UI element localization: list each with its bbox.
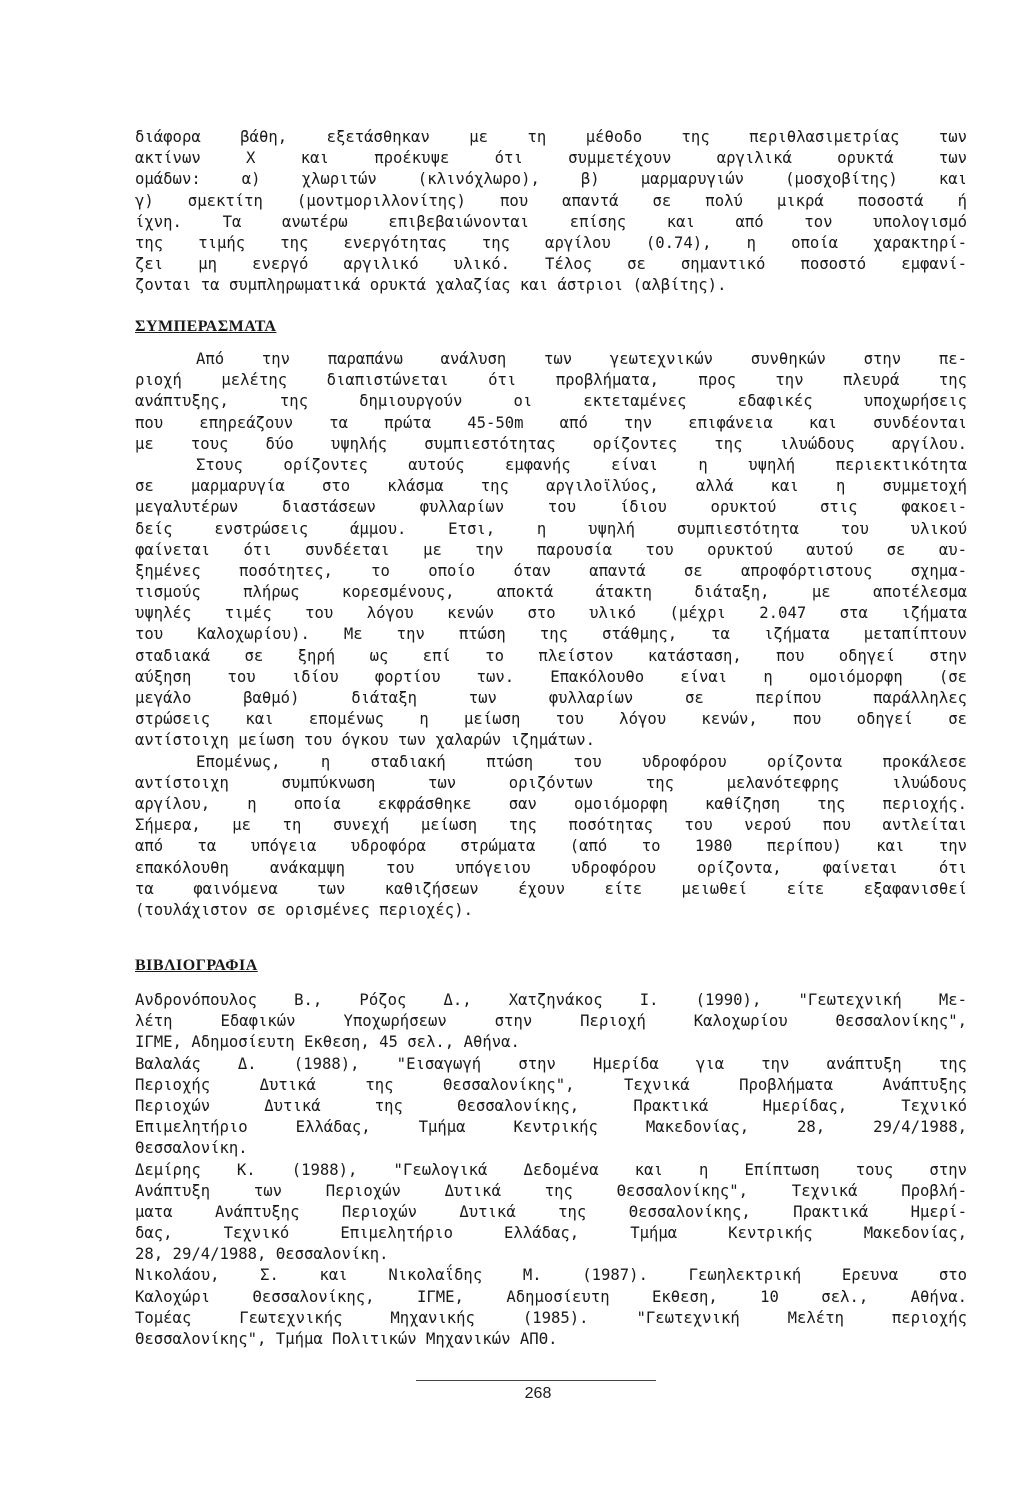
reference-line: Καλοχώρι Θεσσαλονίκης, ΙΓΜΕ, Αδημοσίευτη Εκθεση, 10 σελ., Αθήνα. — [135, 1287, 967, 1306]
text-line: με τους δύο υψηλής συμπιεστότητας ορίζοντες της ιλυώδους αργίλου. — [135, 434, 967, 453]
text-line: αντίστοιχη συμπύκνωση των οριζόντων της μελανότεφρης ιλυώδους — [135, 773, 967, 792]
text-line: ριοχή μελέτης διαπιστώνεται ότι προβλήματα, προς την πλευρά της — [135, 371, 967, 390]
page-number: 268 — [524, 1385, 552, 1402]
text-line: από τα υπόγεια υδροφόρα στρώματα (από το 1980 περίπου) και την — [135, 837, 967, 856]
footer-divider — [416, 1380, 656, 1381]
text-line: ζονται τα συμπληρωματικά ορυκτά χαλαζίας και άστριοι (αλβίτης). — [135, 276, 727, 295]
text-line: ανάπτυξης, της δημιουργούν οι εκτεταμένες εδαφικές υποχωρήσεις — [135, 392, 967, 411]
text-line: υψηλές τιμές του λόγου κενών στο υλικό (μέχρι 2.047 στα ιζήματα — [135, 604, 967, 623]
text-line: Από την παραπάνω ανάλυση των γεωτεχνικών συνθηκών στην πε- — [196, 350, 967, 368]
text-line: αργίλου, η οποία εκφράσθηκε σαν ομοιόμορφη καθίζηση της περιοχής. — [135, 794, 967, 813]
text-line: ίχνη. Τα ανωτέρω επιβεβαιώνονται επίσης και από τον υπολογισμό — [135, 212, 967, 231]
bibliography-heading: ΒΙΒΛΙΟΓΡΑΦΙΑ — [135, 957, 258, 974]
reference-line: Τομέας Γεωτεχνικής Μηχανικής (1985). "Γεωτεχνική Μελέτη περιοχής — [135, 1308, 967, 1327]
reference-line: Περιοχών Δυτικά της Θεσσαλονίκης, Πρακτικά Ημερίδας, Τεχνικό — [135, 1096, 967, 1115]
text-line: δείς ενστρώσεις άμμου. Ετσι, η υψηλή συμπιεστότητα του υλικού — [135, 519, 967, 538]
text-line: διάφορα βάθη, εξετάσθηκαν με τη μέθοδο της περιθλασιμετρίας των — [135, 128, 967, 146]
reference-line: Θεσσαλονίκης", Τμήμα Πολιτικών Μηχανικών ΑΠΘ. — [135, 1330, 558, 1348]
text-line: ζει μη ενεργό αργιλικό υλικό. Τέλος σε σημαντικό ποσοστό εμφανί- — [135, 255, 967, 274]
text-line: ακτίνων X και προέκυψε ότι συμμετέχουν αργιλικά ορυκτά των — [135, 149, 967, 168]
text-line: Επομένως, η σταδιακή πτώση του υδροφόρου ορίζοντα προκάλεσε — [196, 752, 967, 771]
reference-line: Ανάπτυξη των Περιοχών Δυτικά της Θεσσαλονίκης", Τεχνικά Προβλή- — [135, 1181, 967, 1200]
text-line: Σήμερα, με τη συνεχή μείωση της ποσότητας του νερού που αντλείται — [135, 816, 967, 835]
text-line: αντίστοιχη μείωση του όγκου των χαλαρών ιζημάτων. — [135, 731, 596, 750]
bibliography-list — [135, 990, 967, 1350]
text-line: σε μαρμαρυγία στο κλάσμα της αργιλοϊλύος, αλλά και η συμμετοχή — [135, 477, 967, 496]
text-line: σταδιακά σε ξηρή ως επί το πλείστον κατάσταση, που οδηγεί στην — [135, 646, 967, 665]
conclusions-paragraph — [135, 349, 967, 921]
text-line: ξημένες ποσότητες, το οποίο όταν απαντά σε απροφόρτιστους σχημα- — [135, 561, 967, 580]
text-line: μεγαλυτέρων διαστάσεων φυλλαρίων του ίδιου ορυκτού στις φακοει- — [135, 498, 967, 517]
reference-line: λέτη Εδαφικών Υποχωρήσεων στην Περιοχή Καλοχωρίου Θεσσαλονίκης", — [135, 1012, 967, 1031]
reference-line: Θεσσαλονίκη. — [135, 1139, 248, 1158]
text-line: επακόλουθη ανάκαμψη του υπόγειου υδροφόρου ορίζοντα, φαίνεται ότι — [135, 858, 967, 877]
reference-line: ΙΓΜΕ, Αδημοσίευτη Εκθεση, 45 σελ., Αθήνα. — [135, 1033, 520, 1052]
intro-paragraph — [135, 127, 967, 297]
text-line: φαίνεται ότι συνδέεται με την παρουσία του ορυκτού αυτού σε αυ- — [135, 540, 967, 559]
reference-line: Νικολάου, Σ. και Νικολαΐδης Μ. (1987). Γεωηλεκτρική Ερευνα στο — [135, 1266, 967, 1285]
text-line: αύξηση του ιδίου φορτίου των. Επακόλουθο είναι η ομοιόμορφη (σε — [135, 667, 967, 686]
text-line: μεγάλο βαθμό) διάταξη των φυλλαρίων σε περίπου παράλληλες — [135, 689, 967, 707]
text-line: Στους ορίζοντες αυτούς εμφανής είναι η υψηλή περιεκτικότητα — [196, 455, 967, 474]
reference-line: δας, Τεχνικό Επιμελητήριο Ελλάδας, Τμήμα Κεντρικής Μακεδονίας, — [135, 1224, 967, 1243]
reference-line: ματα Ανάπτυξης Περιοχών Δυτικά της Θεσσαλονίκης, Πρακτικά Ημερί- — [135, 1202, 967, 1221]
reference-line: 28, 29/4/1988, Θεσσαλονίκη. — [135, 1245, 389, 1264]
reference-line: Βαλαλάς Δ. (1988), "Εισαγωγή στην Ημερίδα για την ανάπτυξη της — [135, 1054, 967, 1073]
text-line: του Καλοχωρίου). Με την πτώση της στάθμης, τα ιζήματα μεταπίπτουν — [135, 625, 967, 644]
reference-line: Περιοχής Δυτικά της Θεσσαλονίκης", Τεχνικά Προβλήματα Ανάπτυξης — [135, 1075, 967, 1094]
reference-line: Ανδρονόπουλος Β., Ρόζος Δ., Χατζηνάκος Ι. (1990), "Γεωτεχνική Με- — [135, 991, 967, 1009]
text-line: (τουλάχιστον σε ορισμένες περιοχές). — [135, 900, 473, 919]
text-line: στρώσεις και επομένως η μείωση του λόγου κενών, που οδηγεί σε — [135, 710, 967, 729]
reference-line: Δεμίρης Κ. (1988), "Γεωλογικά Δεδομένα και η Επίπτωση τους στην — [135, 1160, 967, 1179]
text-line: γ) σμεκτίτη (μοντμοριλλονίτης) που απαντά σε πολύ μικρά ποσοστά ή — [135, 191, 967, 210]
conclusions-heading: ΣΥΜΠΕΡΑΣΜΑΤΑ — [135, 318, 277, 335]
text-line: τισμούς πλήρως κορεσμένους, αποκτά άτακτη διάταξη, με αποτέλεσμα — [135, 583, 967, 602]
text-line: τα φαινόμενα των καθιζήσεων έχουν είτε μειωθεί είτε εξαφανισθεί — [135, 879, 967, 898]
text-line: ομάδων: α) χλωριτών (κλινόχλωρο), β) μαρμαρυγιών (μοσχοβίτης) και — [135, 170, 967, 189]
text-line: που επηρεάζουν τα πρώτα 45-50m από την επιφάνεια και συνδέονται — [135, 413, 967, 432]
reference-line: Επιμελητήριο Ελλάδας, Τμήμα Κεντρικής Μακεδονίας, 28, 29/4/1988, — [135, 1118, 967, 1137]
text-line: της τιμής της ενεργότητας της αργίλου (0.74), η οποία χαρακτηρί- — [135, 233, 967, 252]
